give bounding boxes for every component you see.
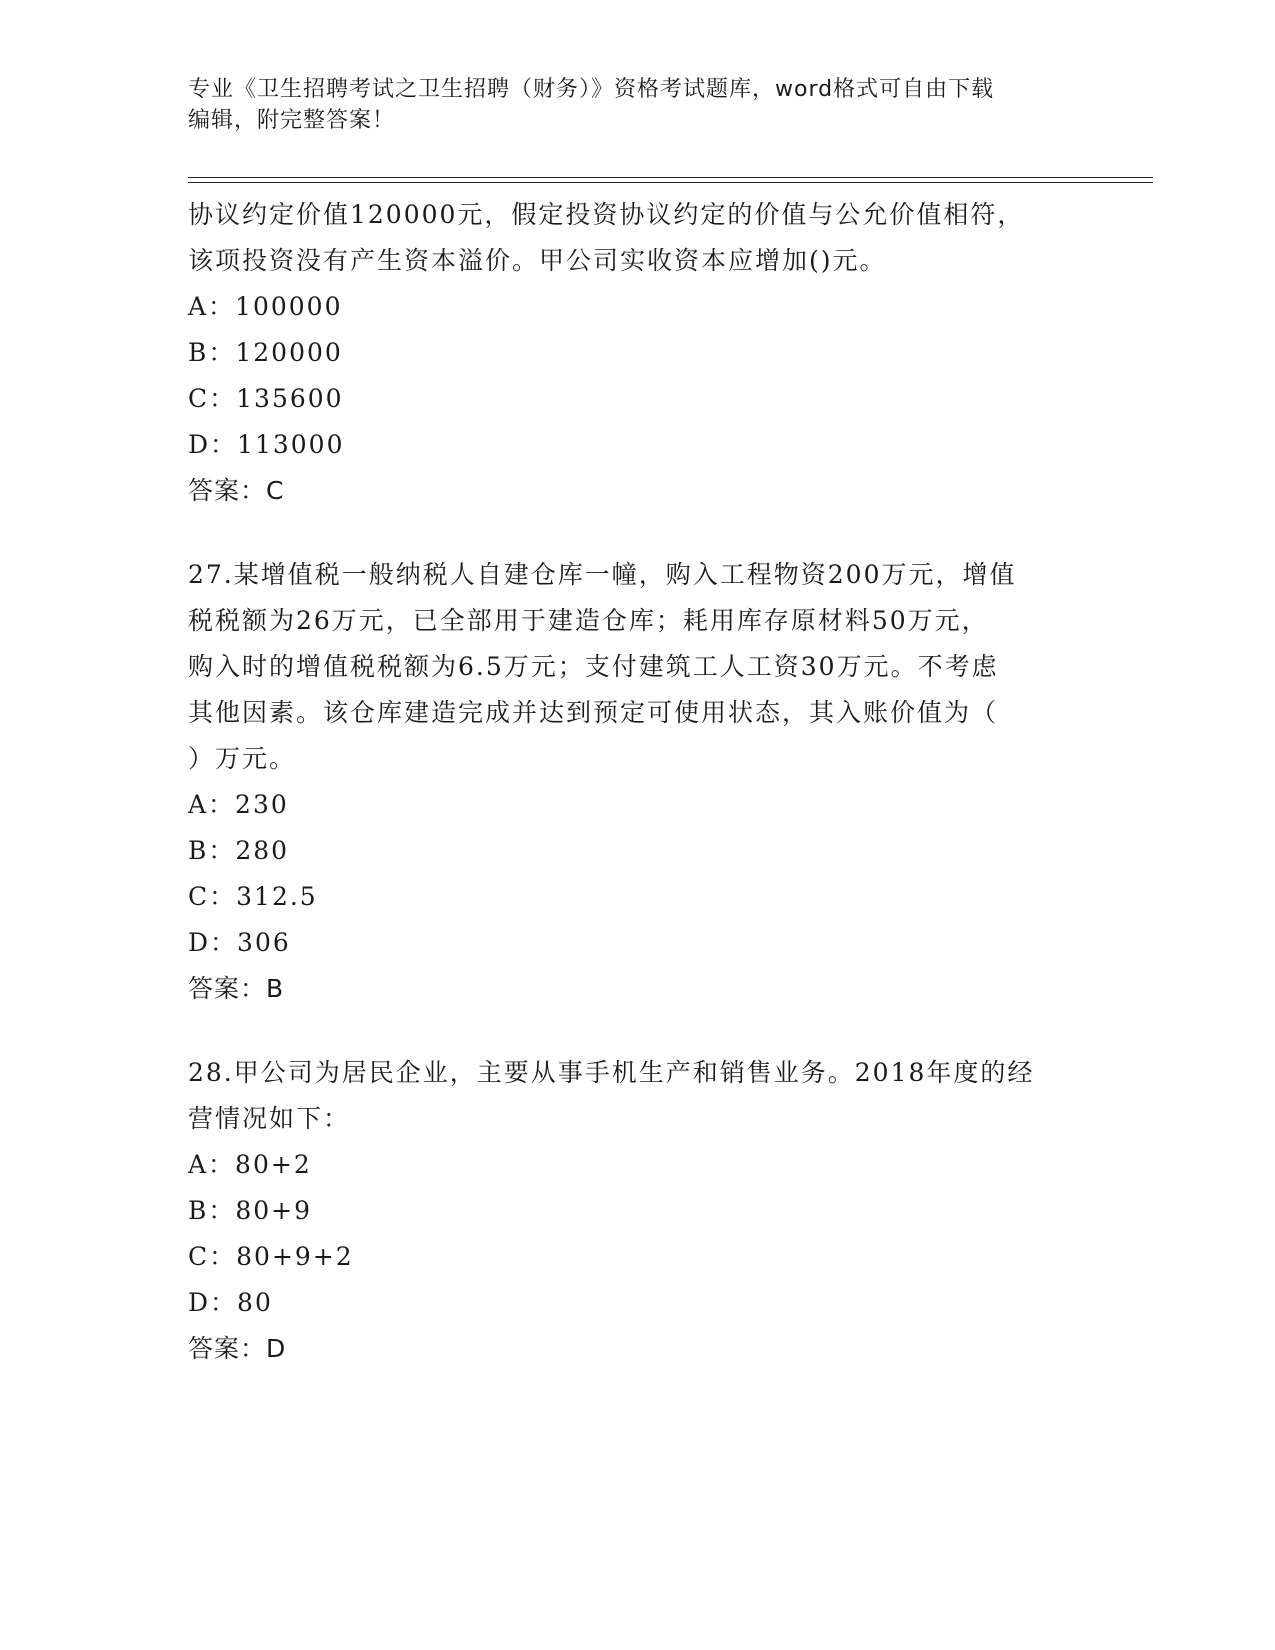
option-a: A：230 xyxy=(188,790,289,819)
question-line: 其他因素。该仓库建造完成并达到预定可使用状态，其入账价值为（ xyxy=(188,698,999,727)
question-block xyxy=(188,1050,1088,1372)
option-a: A：100000 xyxy=(188,292,343,321)
question-line: 该项投资没有产生资本溢价。甲公司实收资本应增加()元。 xyxy=(188,246,887,275)
answer-line: 答案：B xyxy=(188,974,285,1003)
question-line: 购入时的增值税税额为6.5万元；支付建筑工人工资30万元。不考虑 xyxy=(188,652,999,681)
option-b: B：120000 xyxy=(188,338,343,367)
option-c: C：312.5 xyxy=(188,882,318,911)
header-divider-bottom xyxy=(188,182,1153,183)
option-a: A：80+2 xyxy=(188,1150,312,1179)
header-line-2: 编辑，附完整答案！ xyxy=(188,108,396,133)
answer-line: 答案：C xyxy=(188,476,285,505)
option-c: C：135600 xyxy=(188,384,344,413)
question-line: 营情况如下： xyxy=(188,1104,351,1133)
question-line: ）万元。 xyxy=(188,744,297,773)
option-c: C：80+9+2 xyxy=(188,1242,354,1271)
question-line: 27.某增值税一般纳税人自建仓库一幢，购入工程物资200万元，增值 xyxy=(188,560,1017,589)
option-b: B：280 xyxy=(188,836,290,865)
question-block xyxy=(188,192,1088,514)
option-d: D：306 xyxy=(188,928,291,957)
option-d: D：80 xyxy=(188,1288,273,1317)
question-line: 协议约定价值120000元，假定投资协议约定的价值与公允价值相符， xyxy=(188,200,1025,229)
option-b: B：80+9 xyxy=(188,1196,313,1225)
answer-line: 答案：D xyxy=(188,1334,287,1363)
question-block xyxy=(188,552,1088,1012)
header-line-1: 专业《卫生招聘考试之卫生招聘（财务）》资格考试题库，word格式可自由下载 xyxy=(188,77,995,102)
document-header xyxy=(188,74,1088,136)
header-divider-top xyxy=(188,177,1153,178)
question-list xyxy=(188,192,1088,1410)
question-line: 税税额为26万元，已全部用于建造仓库；耗用库存原材料50万元， xyxy=(188,606,989,635)
question-line: 28.甲公司为居民企业，主要从事手机生产和销售业务。2018年度的经 xyxy=(188,1058,1035,1087)
option-d: D：113000 xyxy=(188,430,345,459)
